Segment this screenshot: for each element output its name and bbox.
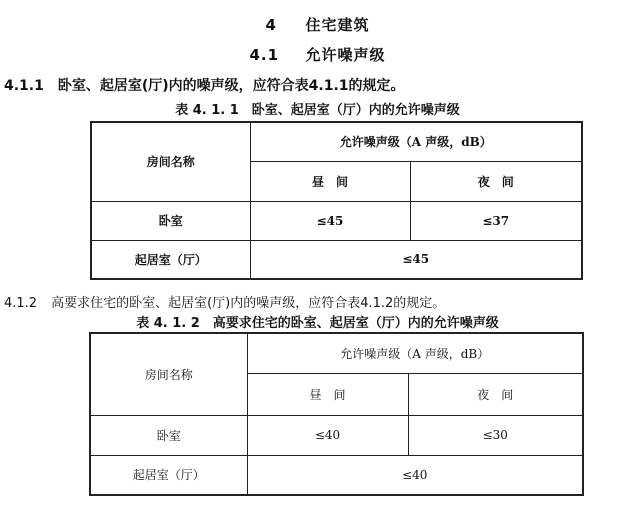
table-caption: 表 4. 1. 2 高要求住宅的卧室、起居室（厅）内的允许噪声级 — [136, 316, 499, 331]
section-title — [0, 44, 635, 65]
header-allowed-level: 允许噪声级（A 声级，dB） — [250, 122, 582, 161]
chapter-title — [0, 14, 635, 35]
clause-4-1-2 — [4, 292, 445, 311]
header-room-name: 房间名称 — [90, 333, 247, 415]
clause-4-1-1 — [4, 75, 405, 95]
noise-table-4-1-1 — [90, 121, 583, 280]
combined-value-cell: ≤40 — [247, 455, 583, 495]
chapter-number: 4 — [265, 16, 277, 34]
table-row — [90, 415, 583, 455]
header-day: 昼 间 — [247, 373, 408, 415]
header-night: 夜 间 — [410, 161, 582, 201]
night-value-cell: ≤37 — [410, 201, 582, 240]
header-allowed-level: 允许噪声级（A 声级，dB） — [247, 333, 583, 373]
day-value-cell: ≤45 — [250, 201, 410, 240]
table-row — [91, 201, 582, 240]
room-cell: 卧室 — [90, 415, 247, 455]
chapter-name: 住宅建筑 — [305, 16, 370, 34]
header-day: 昼 间 — [250, 161, 410, 201]
section-name: 允许噪声级 — [305, 46, 386, 64]
room-cell: 起居室（厅） — [90, 455, 247, 495]
table-caption: 表 4. 1. 1 卧室、起居室（厅）内的允许噪声级 — [175, 103, 460, 118]
header-room-name: 房间名称 — [91, 122, 250, 201]
room-cell: 起居室（厅） — [91, 240, 250, 279]
table-row — [91, 240, 582, 279]
noise-table-4-1-2 — [89, 332, 584, 496]
day-value-cell: ≤40 — [247, 415, 408, 455]
table-row — [90, 455, 583, 495]
night-value-cell: ≤30 — [408, 415, 583, 455]
room-cell: 卧室 — [91, 201, 250, 240]
clause-number: 4.1.2 — [4, 296, 38, 311]
clause-text: 卧室、起居室(厅)内的噪声级，应符合表4.1.1的规定。 — [57, 78, 405, 94]
clause-number: 4.1.1 — [4, 78, 44, 94]
combined-value-cell: ≤45 — [250, 240, 582, 279]
section-number: 4.1 — [249, 46, 280, 64]
clause-text: 高要求住宅的卧室、起居室(厅)内的噪声级，应符合表4.1.2的规定。 — [51, 296, 446, 311]
header-night: 夜 间 — [408, 373, 583, 415]
